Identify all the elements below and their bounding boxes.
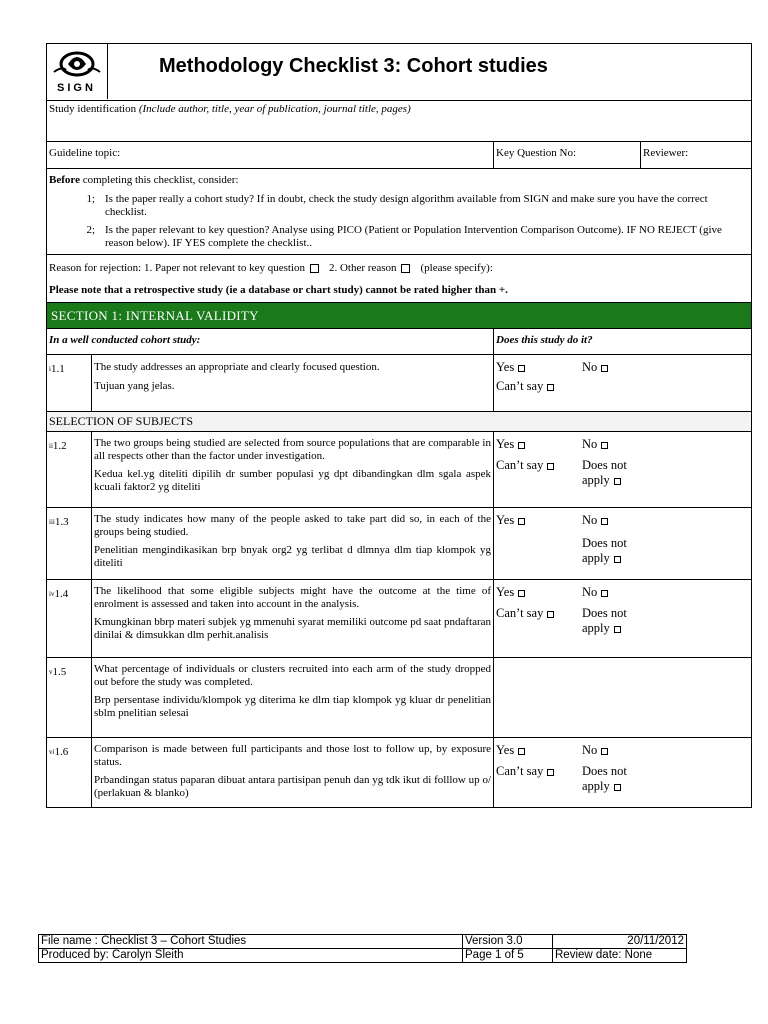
footer-version: Version 3.0 [463,935,553,949]
answer-no[interactable]: No [582,361,660,374]
question-text-en: What percentage of individuals or clusters recruited into each arm of the study dropped out before the study was completed. [94,663,491,688]
question-text-en: The two groups being studied are selected from source populations that are comparable in all respects other than the factor under investigation. [94,437,491,462]
sign-logo [47,44,108,99]
question-row [47,738,752,808]
question-text-id: Brp persentase individu/klompok yg diterima ke dlm tiap klompok yg kluar dr penelitian sblm pnelitian selesai [94,694,491,719]
answer-yes[interactable]: Yes [496,585,582,600]
footer-date: 20/11/2012 [553,935,687,949]
before-lead-text: completing this checklist, consider: [79,174,239,186]
footer-row [39,949,687,963]
answer-cant-say-checkbox[interactable] [547,769,554,776]
question-number: 1.4 [54,588,69,600]
before-item-num: 2; [86,224,95,236]
answer-yes-checkbox[interactable] [518,518,525,525]
rejection-reason-3: (please specify): [420,262,493,274]
answer-no[interactable]: No [582,437,660,452]
question-footnote: i [49,365,51,373]
answer-cant-say[interactable]: Can’t say [496,458,582,488]
study-id-hint: (Include author, title, year of publication, journal title, pages) [138,103,411,115]
answer-empty-cell [494,658,752,738]
question-footnote: iii [49,518,55,526]
selection-subheader-row [47,412,752,432]
rejection-row [47,255,752,303]
question-number: 1.5 [52,666,67,678]
answer-yes[interactable]: Yes [496,437,582,452]
footer-page: Page 1 of 5 [463,949,553,963]
question-text-en: Comparison is made between full participants and those lost to follow up, by exposure status. [94,743,491,768]
question-number: 1.3 [54,516,69,528]
question-footnote: v [49,668,53,676]
question-row [47,508,752,580]
answer-no-checkbox[interactable] [601,590,608,597]
answer-cant-say[interactable]: Can’t say [496,764,582,794]
answer-does-not-apply-checkbox[interactable] [614,556,621,563]
question-number: 1.2 [52,440,67,452]
rejection-checkbox-2[interactable] [401,264,410,273]
answer-no-checkbox[interactable] [601,442,608,449]
answer-cant-say-checkbox[interactable] [547,611,554,618]
answer-yes-checkbox[interactable] [518,442,525,449]
question-text-id: Penelitian mengindikasikan brp bnyak org2 yg terlibat d dlmnya dlm tiap klompok yg diteliti [94,544,491,569]
section-column-headers [47,329,752,355]
answer-no-checkbox[interactable] [601,518,608,525]
before-item [49,224,749,250]
question-number: 1.6 [54,746,69,758]
question-row [47,658,752,738]
document-footer [38,934,687,963]
question-footnote: vi [49,748,55,756]
answer-does-not-apply[interactable]: Does not apply [582,606,627,635]
section-1-title: SECTION 1: INTERNAL VALIDITY [51,308,259,323]
question-row [47,580,752,658]
footer-review-date: Review date: None [553,949,687,963]
answer-does-not-apply[interactable]: Does not apply [582,536,627,565]
before-item-text: Is the paper relevant to key question? Analyse using PICO (Patient or Population Intervention Comparison Outcome). IF NO REJECT (give reason below). IF YES complete the checklist.. [105,224,722,249]
answer-no-checkbox[interactable] [601,365,608,372]
answer-yes-checkbox[interactable] [518,748,525,755]
question-text-id: Tujuan yang jelas. [94,380,175,392]
rejection-reason-2: 2. Other reason [328,262,397,274]
rejection-reason-1: Reason for rejection: 1. Paper not relevant to key question [49,262,305,274]
question-number: 1.1 [50,363,65,375]
key-question-field[interactable]: Key Question No: [496,147,577,159]
answer-no[interactable]: No [582,585,660,600]
answer-no[interactable]: No [582,743,660,758]
question-text-en: The likelihood that some eligible subjects might have the outcome at the time of enrolment is assessed and taken into account in the analysis. [94,585,491,610]
answer-cant-say[interactable]: Can’t say [496,606,582,636]
footer-produced-by: Produced by: Carolyn Sleith [39,949,463,963]
question-text-en: The study addresses an appropriate and clearly focused question. [94,361,380,373]
checklist-form [46,43,752,808]
study-id-label: Study identification [49,103,137,115]
rejection-checkbox-1[interactable] [310,264,319,273]
question-text-en: The study indicates how many of the people asked to take part did so, in each of the groups being studied. [94,513,491,538]
title-row [47,44,752,101]
answer-yes-checkbox[interactable] [518,590,525,597]
logo-text: SIGN [57,82,96,94]
before-item [49,193,749,219]
selection-subheader: SELECTION OF SUBJECTS [49,414,194,428]
section-1-bar [47,303,752,329]
reviewer-field[interactable]: Reviewer: [643,147,689,159]
answer-does-not-apply-checkbox[interactable] [614,784,621,791]
answer-does-not-apply[interactable]: Does not apply [582,764,627,793]
question-row [47,355,752,412]
before-item-num: 1; [86,193,95,205]
answer-no[interactable]: No [582,513,660,528]
answer-cant-say-checkbox[interactable] [547,384,554,391]
question-text-id: Prbandingan status paparan dibuat antara partisipan penuh dan yg tdk ikut di folllow up o/ (perlakuan & blanko) [94,774,491,799]
answer-yes-checkbox[interactable] [518,365,525,372]
answer-does-not-apply-checkbox[interactable] [614,626,621,633]
answer-yes[interactable]: Yes [496,743,582,758]
answer-yes[interactable]: Yes [496,513,582,528]
question-footnote: iv [49,590,55,598]
page-title: Methodology Checklist 3: Cohort studies [159,55,548,77]
before-lead-bold: Before [49,174,80,186]
question-row [47,432,752,508]
study-id-row [47,101,752,142]
answer-cant-say[interactable]: Can’t say [496,380,582,393]
retrospective-note: Please note that a retrospective study (ie a database or chart study) cannot be rated higher than +. [49,284,508,296]
footer-file-name: File name : Checklist 3 – Cohort Studies [39,935,463,949]
answer-yes[interactable]: Yes [496,361,582,374]
answer-does-not-apply[interactable]: Does not apply [582,458,627,487]
col-head-assessment: Does this study do it? [496,334,593,346]
answer-no-checkbox[interactable] [601,748,608,755]
sign-emblem-icon [48,46,106,82]
answer-does-not-apply-checkbox[interactable] [614,478,621,485]
meta-row [47,142,752,169]
question-text-id: Kedua kel.yg diteliti dipilih dr sumber populasi yg dpt dibandingkan dlm sgala aspek kcuali faktor2 yg diteliti [94,468,491,493]
before-item-text: Is the paper really a cohort study? If in doubt, check the study design algorithm available from SIGN and make sure you have the correct checklist. [105,193,708,218]
question-footnote: ii [49,442,53,450]
question-text-id: Kmungkinan bbrp materi subjek yg mmenuhi syarat memiliki outcome pd saat pndaftaran dinilai & dimsukkan dlm perhit.analisis [94,616,491,641]
before-row [47,169,752,255]
col-head-criteria: In a well conducted cohort study: [49,334,201,346]
answer-cant-say-checkbox[interactable] [547,463,554,470]
footer-row [39,935,687,949]
guideline-topic-field[interactable]: Guideline topic: [49,147,121,159]
